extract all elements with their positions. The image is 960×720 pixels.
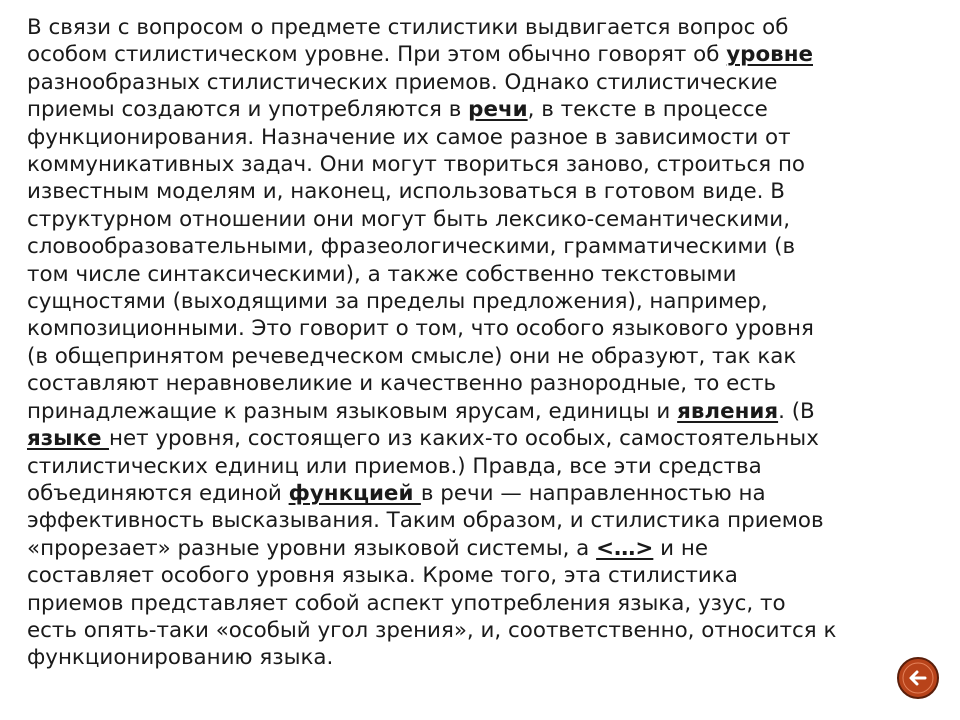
- line-text: структурном отношении они могут быть лексико-семантическими,: [27, 206, 791, 232]
- line-text: эффективность высказывания. Таким образом, и стилистика приемов: [27, 508, 824, 534]
- line-text: функционированию языка.: [27, 645, 334, 671]
- line-text: принадлежащие к разным языковым ярусам, единицы и: [27, 398, 678, 424]
- glossary-link[interactable]: уровне: [726, 42, 813, 68]
- line-text: приемы создаются и употребляются в: [27, 97, 469, 123]
- line-text: (в общепринятом речеведческом смысле) они не образуют, так как: [27, 343, 797, 369]
- text-line: [27, 535, 942, 562]
- text-line: [27, 14, 942, 41]
- text-line: [27, 288, 942, 315]
- line-text: нет уровня, состоящего из каких-то особых, самостоятельных: [108, 426, 819, 452]
- body-text: [27, 14, 942, 672]
- glossary-link[interactable]: функцией: [288, 480, 421, 506]
- line-text: словообразовательными, фразеологическими, грамматическими (в: [27, 234, 796, 260]
- line-text: , в тексте в процессе: [527, 97, 768, 123]
- back-arrow-icon[interactable]: [896, 656, 940, 700]
- line-text: коммуникативных задач. Они могут твориться заново, строиться по: [27, 152, 806, 178]
- line-text: том числе синтаксическими), а также собственно текстовыми: [27, 261, 737, 287]
- text-line: [27, 562, 942, 589]
- line-text: есть опять-таки «особый угол зрения», и, соответственно, относится к: [27, 617, 837, 643]
- glossary-link[interactable]: <…>: [596, 535, 654, 561]
- text-line: [27, 617, 942, 644]
- line-text: составляют неравновеликие и качественно разнородные, то есть: [27, 371, 777, 397]
- line-text: приемов представляет собой аспект употребления языка, узус, то: [27, 590, 786, 616]
- text-line: [27, 315, 942, 342]
- line-text: известным моделям и, наконец, использоваться в готовом виде. В: [27, 179, 785, 205]
- text-line: [27, 261, 942, 288]
- glossary-link[interactable]: языке: [27, 426, 109, 452]
- text-line: [27, 398, 942, 425]
- text-line: [27, 206, 942, 233]
- text-line: [27, 425, 942, 452]
- line-text: «прорезает» разные уровни языковой системы, а: [27, 535, 597, 561]
- text-line: [27, 69, 942, 96]
- line-text: разнообразных стилистических приемов. Однако стилистические: [27, 69, 778, 95]
- text-line: [27, 453, 942, 480]
- line-text: функционирования. Назначение их самое разное в зависимости от: [27, 124, 791, 150]
- line-text: особом стилистическом уровне. При этом обычно говорят об: [27, 42, 727, 68]
- line-text: композиционными. Это говорит о том, что особого языкового уровня: [27, 316, 814, 342]
- line-text: . (В: [778, 398, 815, 424]
- text-line: [27, 96, 942, 123]
- text-line: [27, 343, 942, 370]
- text-line: [27, 480, 942, 507]
- text-line: [27, 233, 942, 260]
- text-line: [27, 507, 942, 534]
- text-line: [27, 41, 942, 68]
- text-line: [27, 590, 942, 617]
- glossary-link[interactable]: явления: [677, 398, 779, 424]
- text-line: [27, 370, 942, 397]
- glossary-link[interactable]: речи: [468, 97, 528, 123]
- line-text: стилистических единиц или приемов.) Правда, все эти средства: [27, 453, 762, 479]
- text-line: [27, 151, 942, 178]
- text-line: [27, 124, 942, 151]
- line-text: сущностями (выходящими за пределы предложения), например,: [27, 289, 768, 315]
- line-text: в речи — направленностью на: [420, 480, 766, 506]
- line-text: В связи с вопросом о предмете стилистики выдвигается вопрос об: [27, 15, 789, 40]
- line-text: объединяются единой: [27, 480, 289, 506]
- line-text: составляет особого уровня языка. Кроме того, эта стилистика: [27, 563, 738, 589]
- text-line: [27, 644, 942, 671]
- line-text: и не: [653, 535, 708, 561]
- text-line: [27, 178, 942, 205]
